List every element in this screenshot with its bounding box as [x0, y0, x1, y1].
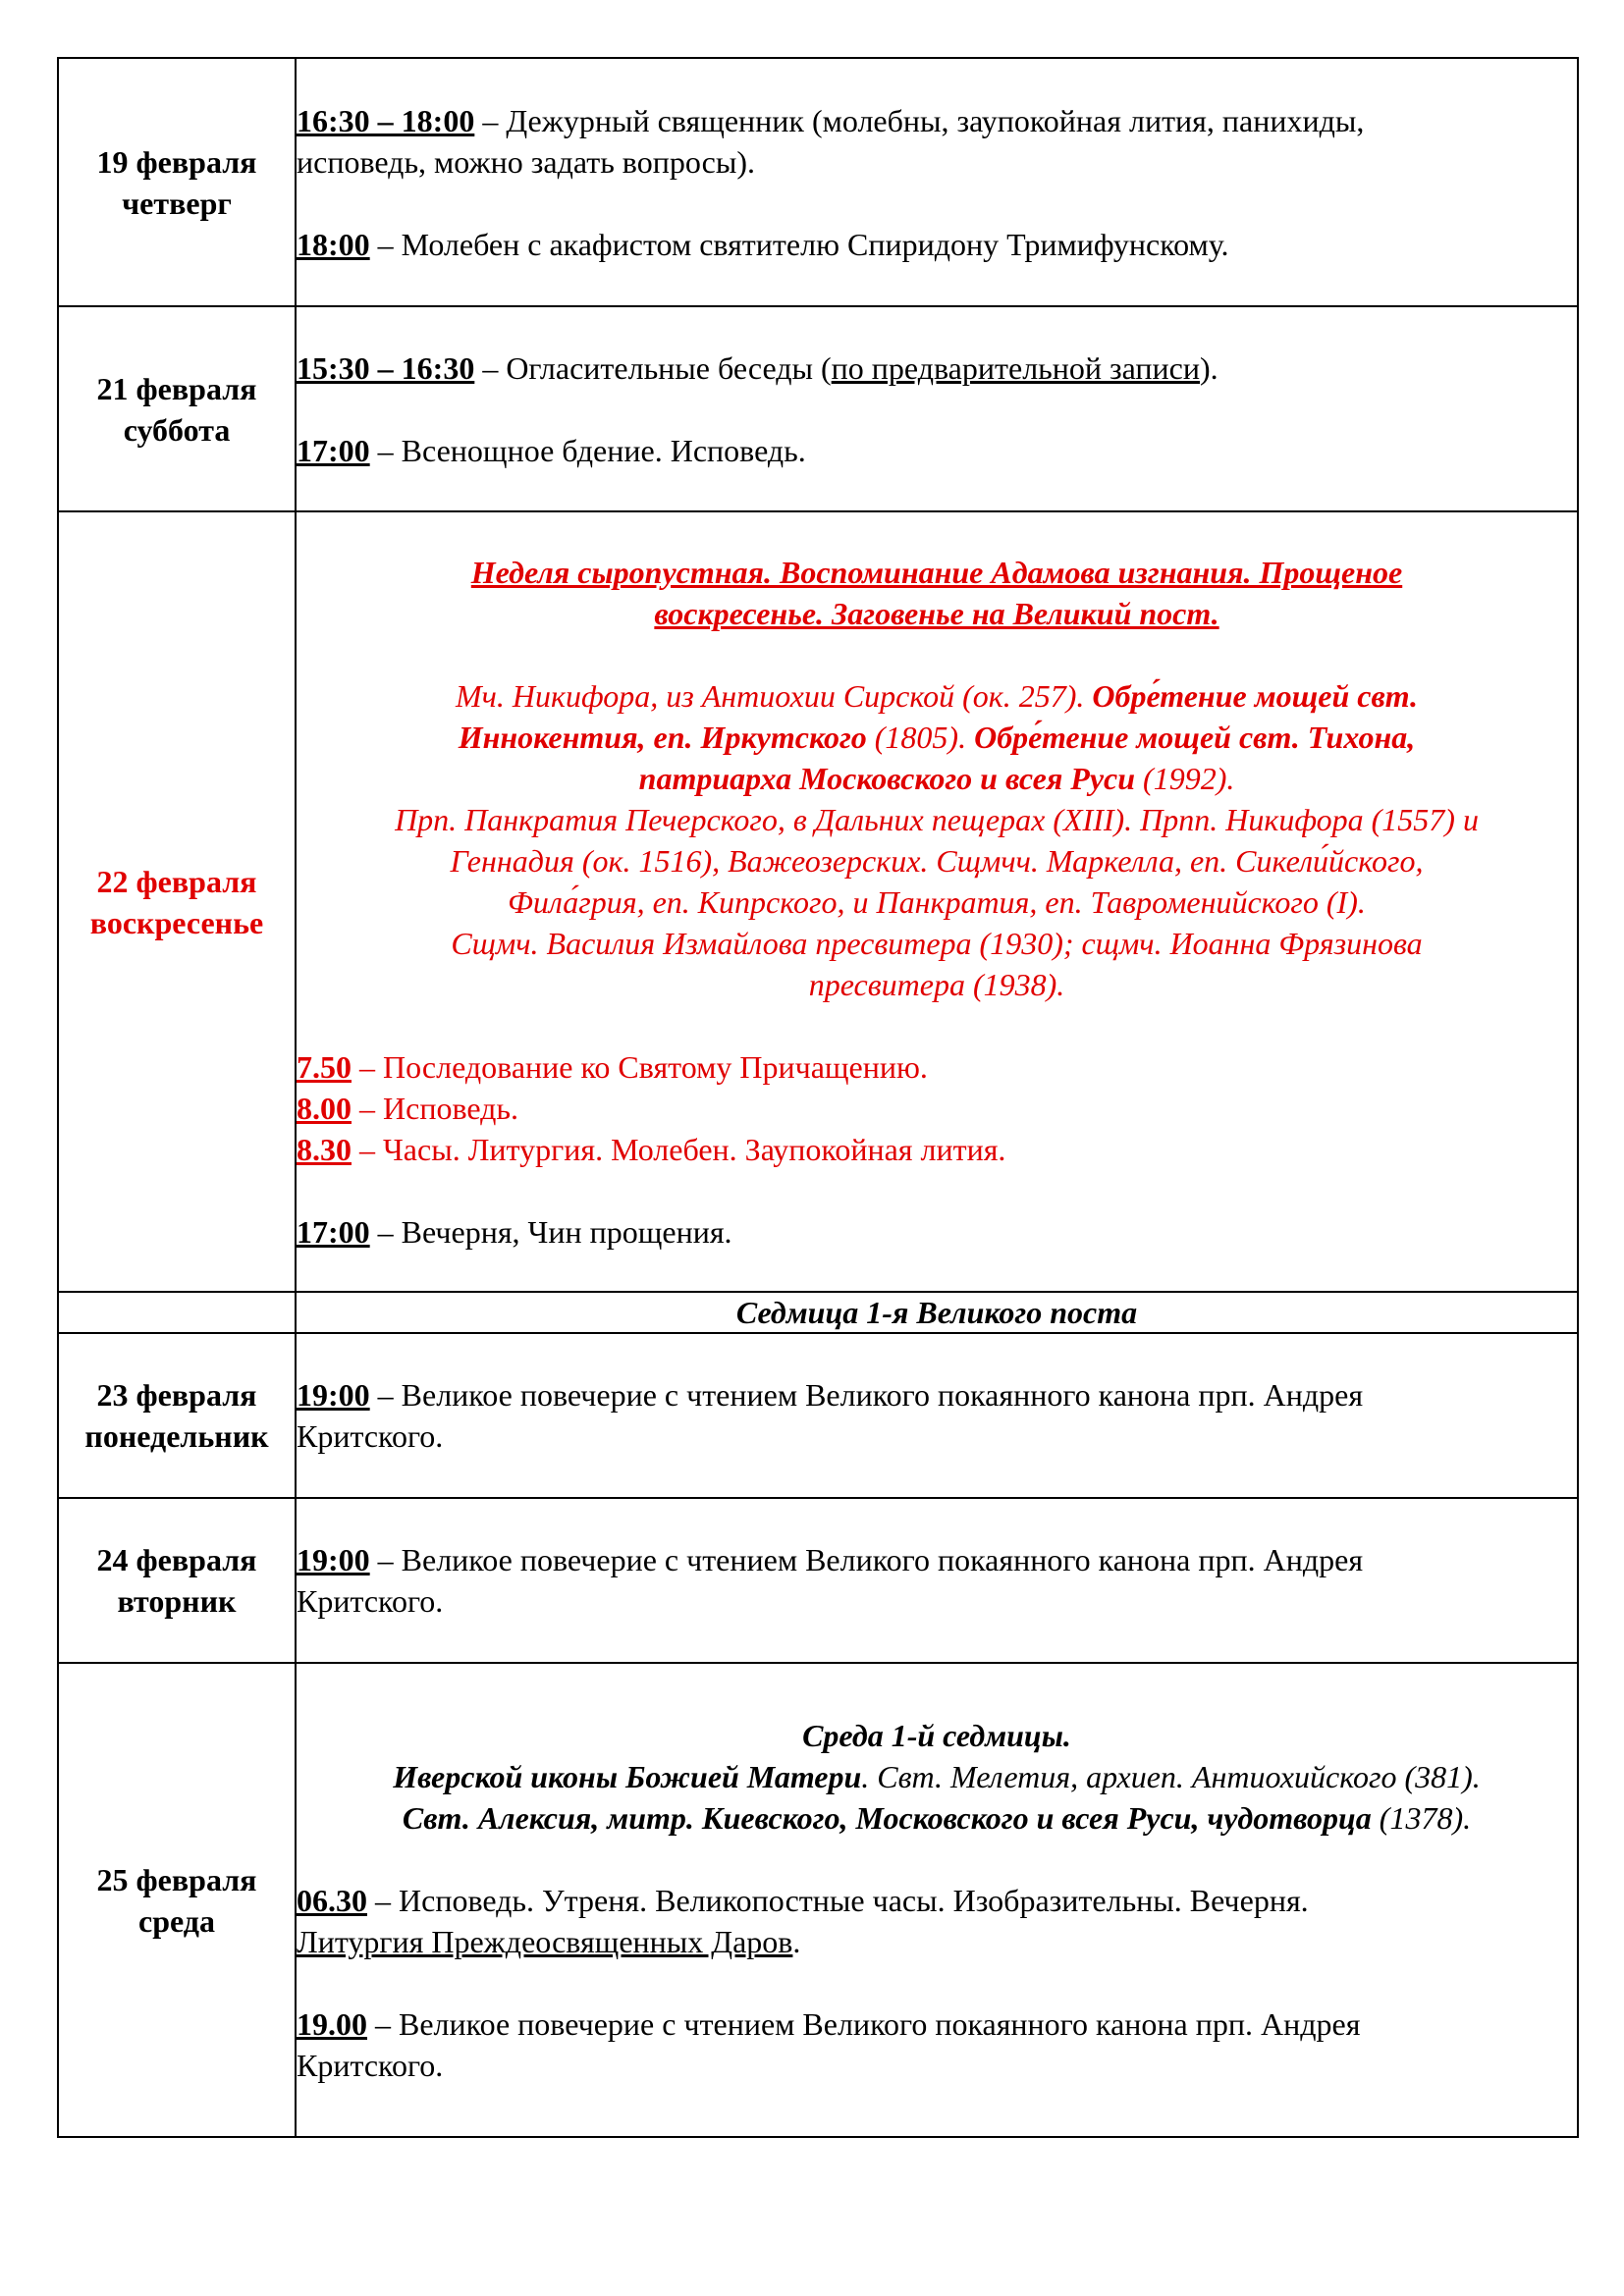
saint-text: Фила́грия, еп. Кипрского, и Панкратия, еп. Тавроменийского (I).	[508, 883, 1366, 920]
table-row	[58, 1498, 1578, 1663]
saint-text: патриарха Московского и всея Руси	[638, 760, 1136, 796]
time-label: 18:00	[297, 226, 370, 262]
time-label: 06.30	[297, 1882, 367, 1918]
event-text: Критского.	[297, 2047, 444, 2083]
week-header: Седмица 1-я Великого поста	[296, 1292, 1578, 1333]
date-cell	[58, 511, 296, 1292]
table-row	[58, 58, 1578, 306]
time-label: 19:00	[297, 1377, 370, 1413]
saint-text: Геннадия (ок. 1516), Важеозерских. Сщмчч. Маркелла, еп. Сикели́йского,	[450, 842, 1424, 879]
date-label: 23 февраля	[96, 1377, 257, 1413]
schedule-cell	[296, 1333, 1578, 1498]
saint-text: (1805).	[866, 719, 975, 755]
event-text: – Дежурный священник (молебны, заупокойная лития, панихиды,	[474, 102, 1365, 138]
event-text: – Великое повечерие с чтением Великого покаянного канона прп. Андрея	[369, 1377, 1364, 1413]
weekday-label: четверг	[122, 185, 232, 221]
schedule-cell	[296, 306, 1578, 511]
schedule-cell	[296, 1663, 1578, 2137]
saints-commemoration	[297, 675, 1577, 1005]
event-text: исповедь, можно задать вопросы).	[297, 143, 755, 180]
weekday-label: среда	[138, 1902, 215, 1939]
event-text: – Исповедь. Утреня. Великопостные часы. Изобразительны. Вечерня.	[367, 1882, 1309, 1918]
saint-text: Сщмч. Василия Измайлова пресвитера (1930); сщмч. Иоанна Фрязинова	[451, 925, 1423, 961]
event-text: Критского.	[297, 1418, 444, 1454]
date-cell	[58, 1498, 296, 1663]
day-heading: Среда 1-й седмицы.	[802, 1717, 1071, 1753]
weekday-label: воскресенье	[89, 904, 264, 940]
date-label: 19 февраля	[96, 143, 257, 180]
event-text: – Исповедь.	[352, 1090, 519, 1126]
event-text: – Вечерня, Чин прощения.	[369, 1213, 732, 1250]
event-text: Критского.	[297, 1583, 444, 1619]
event-text: – Всенощное бдение. Исповедь.	[369, 432, 806, 468]
table-row	[58, 1663, 1578, 2137]
event-text: – Великое повечерие с чтением Великого покаянного канона прп. Андрея	[369, 1542, 1364, 1577]
weekday-label: понедельник	[84, 1418, 269, 1454]
schedule-table	[57, 57, 1579, 2138]
time-label: 19:00	[297, 1542, 370, 1577]
liturgy-link[interactable]: Литургия Преждеосвященных Даров	[297, 1923, 793, 1959]
feast-title: Неделя сыропустная. Воспоминание Адамова изгнания. Прощеное	[470, 554, 1403, 590]
time-label: 15:30 – 16:30	[297, 349, 475, 386]
feast-text: . Свт. Мелетия, архиеп. Антиохийского (381).	[861, 1758, 1481, 1794]
event-text: – Часы. Литургия. Молебен. Заупокойная лития.	[352, 1131, 1006, 1167]
table-row	[58, 1333, 1578, 1498]
weekday-label: суббота	[123, 411, 231, 448]
time-label: 8.30	[297, 1131, 352, 1167]
event-text: .	[792, 1923, 801, 1959]
feast-title: воскресенье. Заговенье на Великий пост.	[654, 595, 1219, 631]
saint-text: Иннокентия, еп. Иркутского	[458, 719, 867, 755]
time-label: 17:00	[297, 432, 370, 468]
event-text: – Великое повечерие с чтением Великого покаянного канона прп. Андрея	[367, 2005, 1361, 2042]
date-cell	[58, 1333, 296, 1498]
time-label: 19.00	[297, 2005, 367, 2042]
time-label: 17:00	[297, 1213, 370, 1250]
schedule-cell	[296, 58, 1578, 306]
table-row	[58, 306, 1578, 511]
registration-link[interactable]: по предварительной записи	[831, 349, 1200, 386]
time-label: 7.50	[297, 1048, 352, 1085]
time-label: 8.00	[297, 1090, 352, 1126]
saint-text: (1992).	[1135, 760, 1235, 796]
event-text: ).	[1200, 349, 1218, 386]
event-text: – Последование ко Святому Причащению.	[352, 1048, 928, 1085]
date-label: 25 февраля	[96, 1861, 257, 1897]
saint-text: Обре́тение мощей свт.	[1092, 677, 1419, 714]
weekday-label: вторник	[117, 1583, 237, 1619]
schedule-cell	[296, 1498, 1578, 1663]
saint-text: пресвитера (1938).	[808, 966, 1065, 1002]
saint-text: Обре́тение мощей свт. Тихона,	[974, 719, 1416, 755]
table-row	[58, 511, 1578, 1292]
date-label: 22 февраля	[96, 863, 257, 899]
table-row	[58, 1292, 1578, 1333]
saint-text: Мч. Никифора, из Антиохии Сирской (ок. 257).	[455, 677, 1093, 714]
feast-text: Свт. Алексия, митр. Киевского, Московского и всея Руси, чудотворца	[402, 1799, 1372, 1836]
event-text: – Молебен с акафистом святителю Спиридону Тримифунскому.	[369, 226, 1229, 262]
feast-text: (1378).	[1371, 1799, 1472, 1836]
date-label: 24 февраля	[96, 1542, 257, 1577]
date-cell	[58, 58, 296, 306]
schedule-cell	[296, 511, 1578, 1292]
event-text: – Огласительные беседы (	[474, 349, 832, 386]
feast-text: Иверской иконы Божией Матери	[393, 1758, 862, 1794]
date-cell	[58, 1663, 296, 2137]
saint-text: Прп. Панкратия Печерского, в Дальних пещерах (XIII). Прпп. Никифора (1557) и	[395, 801, 1479, 837]
empty-cell	[58, 1292, 296, 1333]
time-label: 16:30 – 18:00	[297, 102, 475, 138]
date-cell	[58, 306, 296, 511]
date-label: 21 февраля	[96, 370, 257, 406]
